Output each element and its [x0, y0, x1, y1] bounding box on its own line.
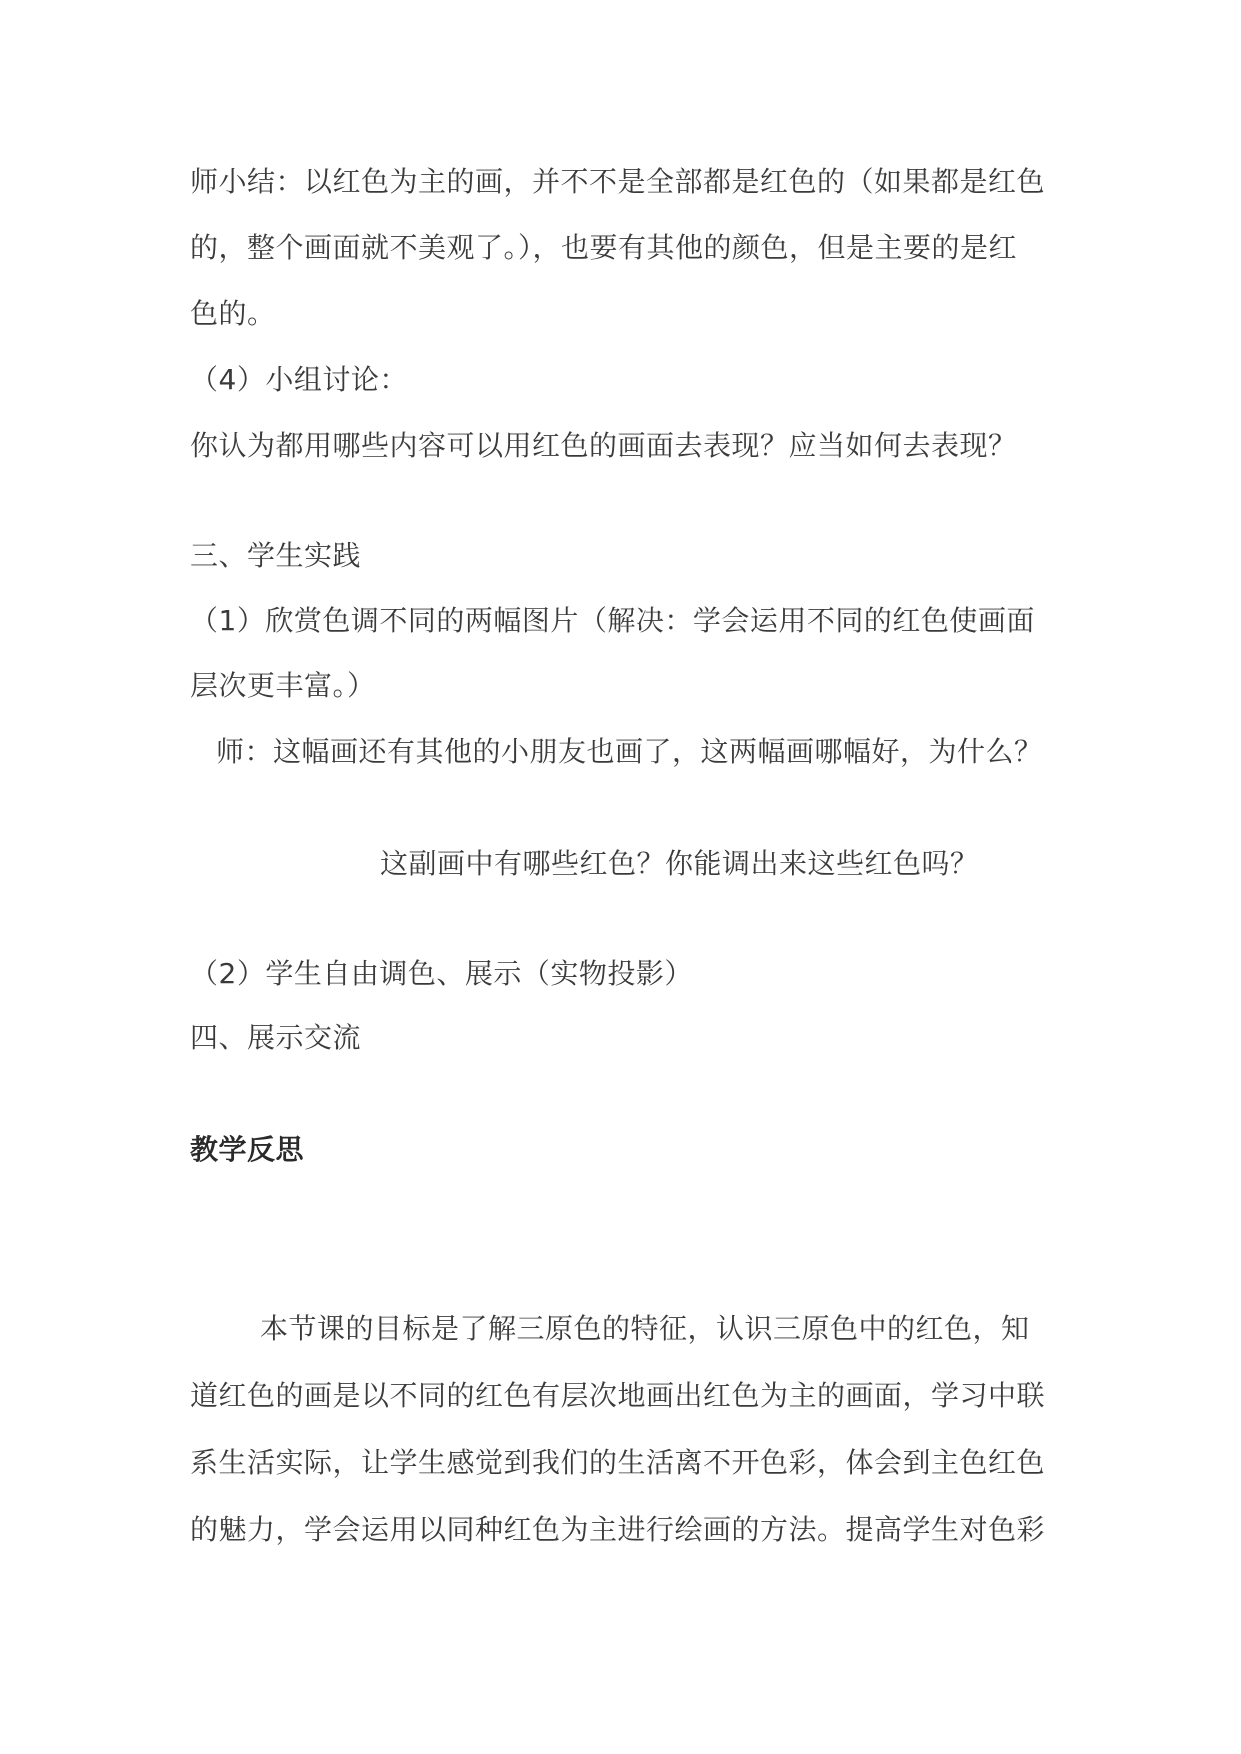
- summary-line-3: 色的。: [190, 297, 276, 330]
- discussion-heading: （4）小组讨论：: [190, 363, 408, 396]
- section3-item2: （2）学生自由调色、展示（实物投影）: [190, 957, 693, 990]
- discussion-question: 你认为都用哪些内容可以用红色的画面去表现？应当如何去表现？: [190, 429, 1017, 462]
- reflection-line-3: 系生活实际，让学生感觉到我们的生活离不开色彩，体会到主色红色: [190, 1446, 1046, 1479]
- summary-line-2: 的，整个画面就不美观了。），也要有其他的颜色，但是主要的是红: [190, 231, 1018, 264]
- section4-heading: 四、展示交流: [190, 1021, 362, 1054]
- reflection-line-1: 本节课的目标是了解三原色的特征，认识三原色中的红色，知: [260, 1312, 1030, 1345]
- reflection-line-2: 道红色的画是以不同的红色有层次地画出红色为主的画面，学习中联: [190, 1379, 1046, 1412]
- section3-item1-line-2: 层次更丰富。）: [190, 669, 376, 702]
- section3-item1-line-1: （1）欣赏色调不同的两幅图片（解决：学会运用不同的红色使画面: [190, 604, 1035, 637]
- reflection-line-4: 的魅力，学会运用以同种红色为主进行绘画的方法。提高学生对色彩: [190, 1513, 1046, 1546]
- section3-heading: 三、学生实践: [190, 539, 362, 572]
- reflection-heading: 教学反思: [190, 1133, 305, 1166]
- centered-question: 这副画中有哪些红色？你能调出来这些红色吗？: [380, 847, 979, 880]
- summary-line-1: 师小结：以红色为主的画，并不不是全部都是红色的（如果都是红色: [190, 165, 1046, 198]
- teacher-question: 师：这幅画还有其他的小朋友也画了，这两幅画哪幅好，为什么？: [216, 735, 1043, 768]
